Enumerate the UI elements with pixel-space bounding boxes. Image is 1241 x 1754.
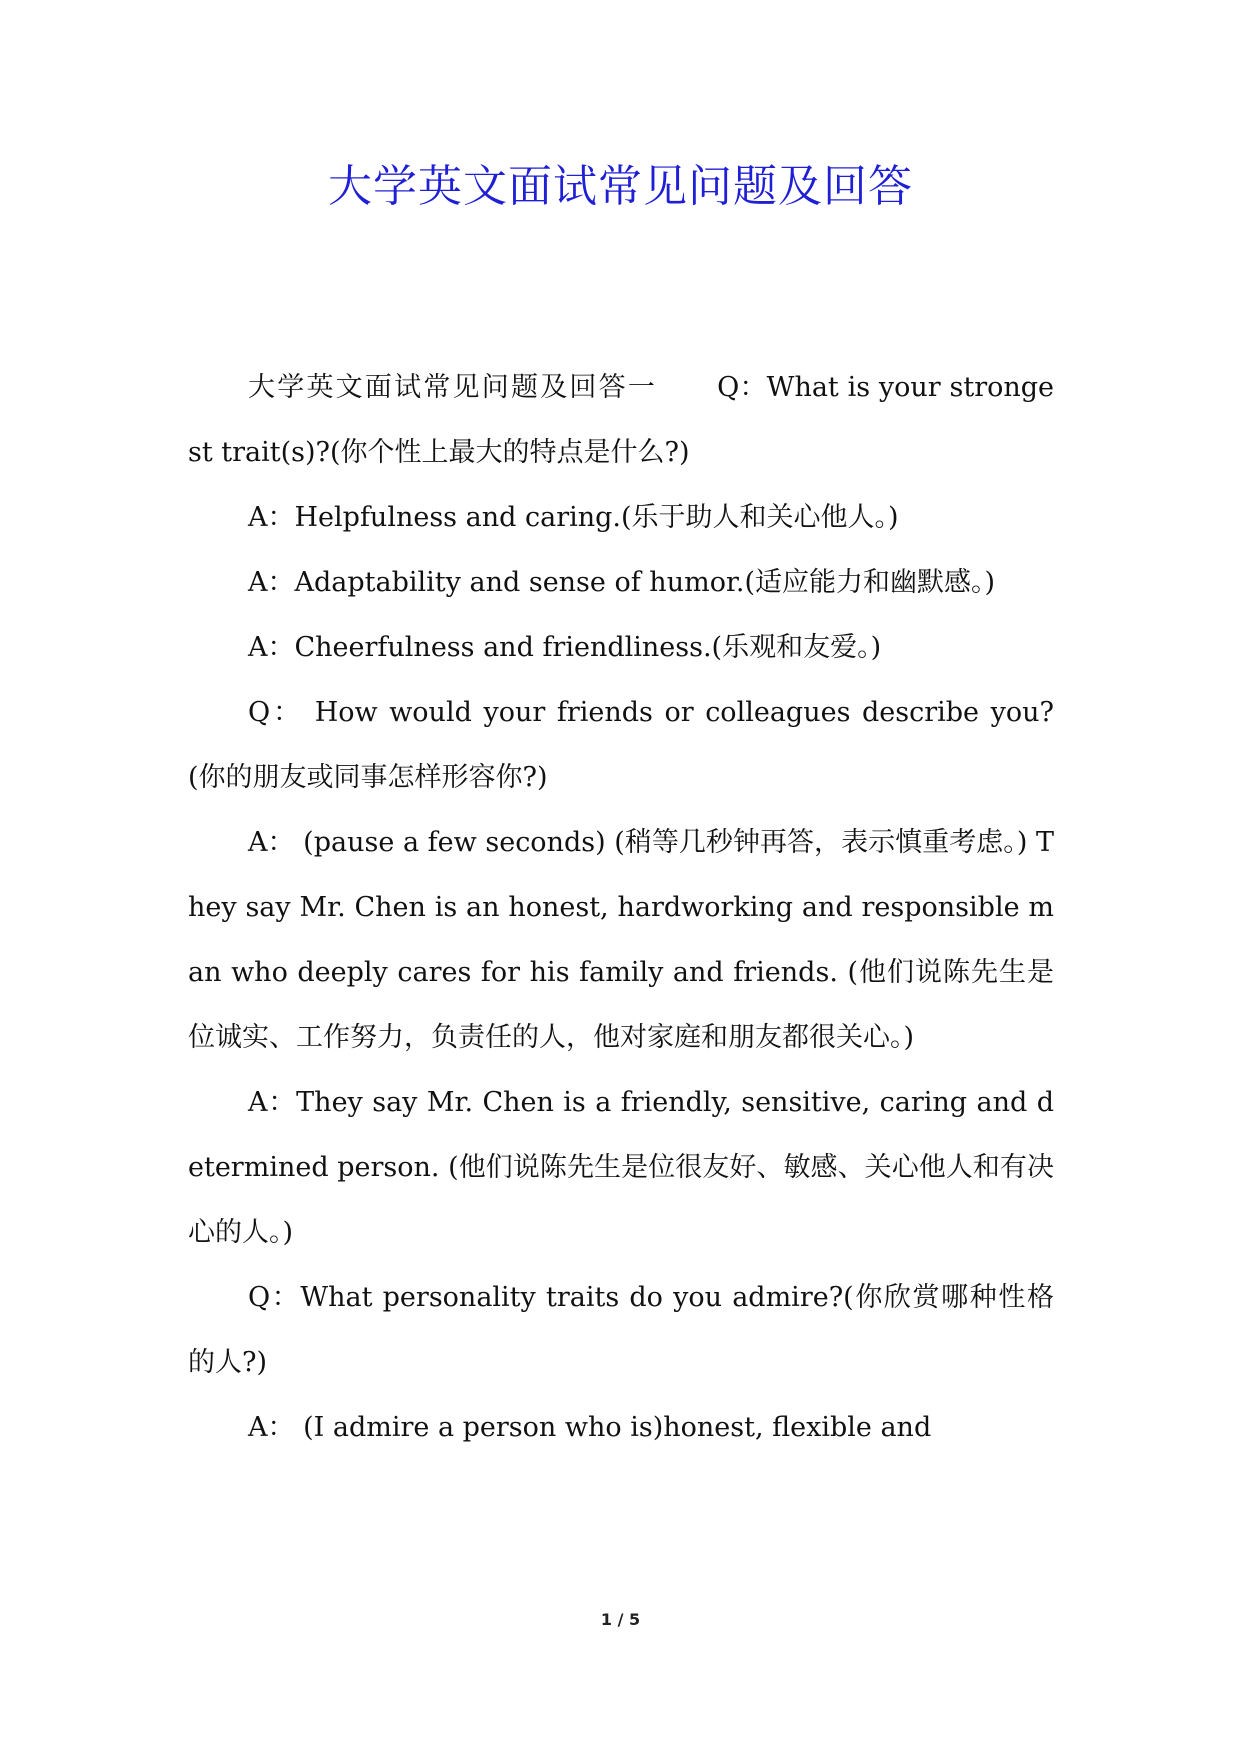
paragraph-7: A：They say Mr. Chen is a friendly, sensitive, caring and determined person. (他们说陈先生是位很友好、敏感、关心他人和有决心的人。) xyxy=(188,1087,1054,1248)
paragraph-2: A：Helpfulness and caring.(乐于助人和关心他人。) xyxy=(248,502,899,533)
paragraph-8: Q：What personality traits do you admire?(你欣赏哪种性格的人?) xyxy=(188,1282,1054,1378)
paragraph-9: A： (I admire a person who is)honest, flexible and xyxy=(248,1412,932,1443)
document-body xyxy=(188,355,1054,1460)
paragraph-1 xyxy=(188,355,1054,485)
page-number: 1 / 5 xyxy=(600,1610,641,1629)
paragraph-6: A： (pause a few seconds) (稍等几秒钟再答，表示慎重考虑。) They say Mr. Chen is an honest, hardworking and responsible man who deeply cares for his family and friends. (他们说陈先生是位诚实、工作努力，负责任的人，他对家庭和朋友都很关心。) xyxy=(188,827,1054,1053)
document-title: 大学英文面试常见问题及回答 xyxy=(328,161,913,212)
section-heading: 大学英文面试常见问题及回答一 xyxy=(248,372,658,403)
paragraph-text: Q：What is your strongest trait(s)?(你个性上最大的特点是什么?) xyxy=(188,372,1055,468)
paragraph-5: Q： How would your friends or colleagues describe you?(你的朋友或同事怎样形容你?) xyxy=(188,697,1054,793)
paragraph-4: A：Cheerfulness and friendliness.(乐观和友爱。) xyxy=(248,632,882,663)
paragraph-3: A：Adaptability and sense of humor.(适应能力和幽默感。) xyxy=(248,567,996,598)
